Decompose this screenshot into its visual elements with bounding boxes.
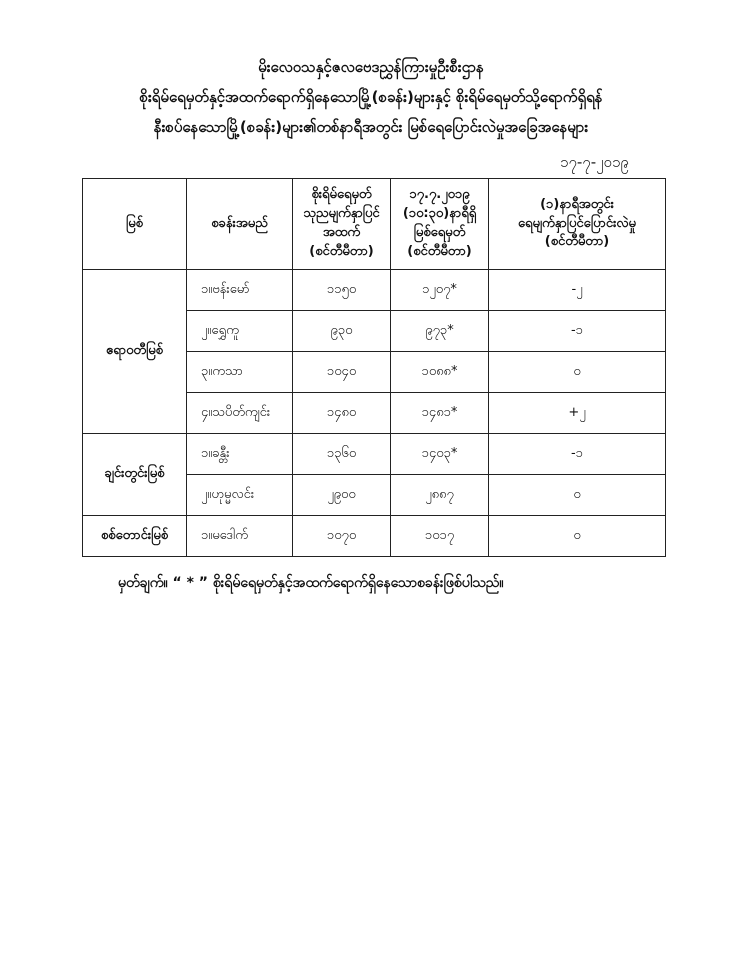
water-level-table: [82, 178, 666, 557]
river-sittaung: စစ်တောင်းမြစ်: [83, 516, 187, 557]
station-name: ၁။ဗန်းမော်: [187, 270, 293, 311]
station-name: ၁။ခန္တီး: [187, 434, 293, 475]
level-change: -၁: [489, 311, 666, 352]
station-name: ၃။ကသာ: [187, 352, 293, 393]
danger-level: ၁၀၄၀: [293, 352, 391, 393]
title-line-3: နီးစပ်နေသောမြို့(စခန်း)များ၏တစ်နာရီအတွင်း မြစ်ရေပြောင်းလဲမှုအခြေအနေများ: [153, 118, 589, 136]
table-row: [83, 516, 666, 557]
header-station: စခန်းအမည်: [187, 179, 293, 270]
level-change: ၀: [489, 516, 666, 557]
current-level: ၁၄၈၁*: [391, 393, 489, 434]
title-line-1: မိုးလေဝသနှင့်ဇလဗေဒညွှန်ကြားမှုဦးစီးဌာန: [258, 58, 484, 76]
level-change: -၂: [489, 270, 666, 311]
danger-level: ၁၃၆၀: [293, 434, 391, 475]
current-level: ၁၀၈၈*: [391, 352, 489, 393]
header-change: (၁)နာရီအတွင်း ရေမျက်နှာပြင်ပြောင်းလဲမှု (စင်တီမီတာ): [489, 179, 666, 270]
current-level: ၁၂၀၇*: [391, 270, 489, 311]
header-current-level: ၁၇.၇.၂၀၁၉ (၁၀:၃၀)နာရီရှိ မြစ်ရေမှတ် (စင်တီမီတာ): [391, 179, 489, 270]
footnote: မှတ်ချက်။ “ * ” စိုးရိမ်ရေမှတ်နှင့်အထက်ရောက်ရှိနေသောစခန်းဖြစ်ပါသည်။: [118, 575, 504, 591]
table-row: [83, 270, 666, 311]
report-date: ၁၇-၇-၂၀၁၉: [560, 153, 629, 171]
station-name: ၂။ဟုမ္မလင်း: [187, 475, 293, 516]
table-row: [83, 434, 666, 475]
danger-level: ၂၉၀၀: [293, 475, 391, 516]
header-danger-level: စိုးရိမ်ရေမှတ် သုညမျက်နှာပြင် အထက် (စင်တီမီတာ): [293, 179, 391, 270]
level-change: ၀: [489, 352, 666, 393]
river-ayeyarwady: ဧရာဝတီမြစ်: [83, 270, 187, 434]
table-header-row: [83, 179, 666, 270]
station-name: ၄။သပိတ်ကျင်း: [187, 393, 293, 434]
current-level: ၉၇၃*: [391, 311, 489, 352]
level-change: -၁: [489, 434, 666, 475]
current-level: ၁၀၁၇: [391, 516, 489, 557]
current-level: ၂၈၈၇: [391, 475, 489, 516]
level-change: ၀: [489, 475, 666, 516]
river-chindwin: ချင်းတွင်းမြစ်: [83, 434, 187, 516]
danger-level: ၉၃၀: [293, 311, 391, 352]
station-name: ၁။မဒေါက်: [187, 516, 293, 557]
station-name: ၂။ရွှေကူ: [187, 311, 293, 352]
header-river: မြစ်: [83, 179, 187, 270]
danger-level: ၁၄၈၀: [293, 393, 391, 434]
danger-level: ၁၀၇၀: [293, 516, 391, 557]
level-change: +၂: [489, 393, 666, 434]
current-level: ၁၄၀၃*: [391, 434, 489, 475]
title-line-2: စိုးရိမ်ရေမှတ်နှင့်အထက်ရောက်ရှိနေသောမြို့(စခန်း)များနှင့် စိုးရိမ်ရေမှတ်သို့ရောက်ရှိရန်: [139, 88, 603, 106]
danger-level: ၁၁၅၀: [293, 270, 391, 311]
